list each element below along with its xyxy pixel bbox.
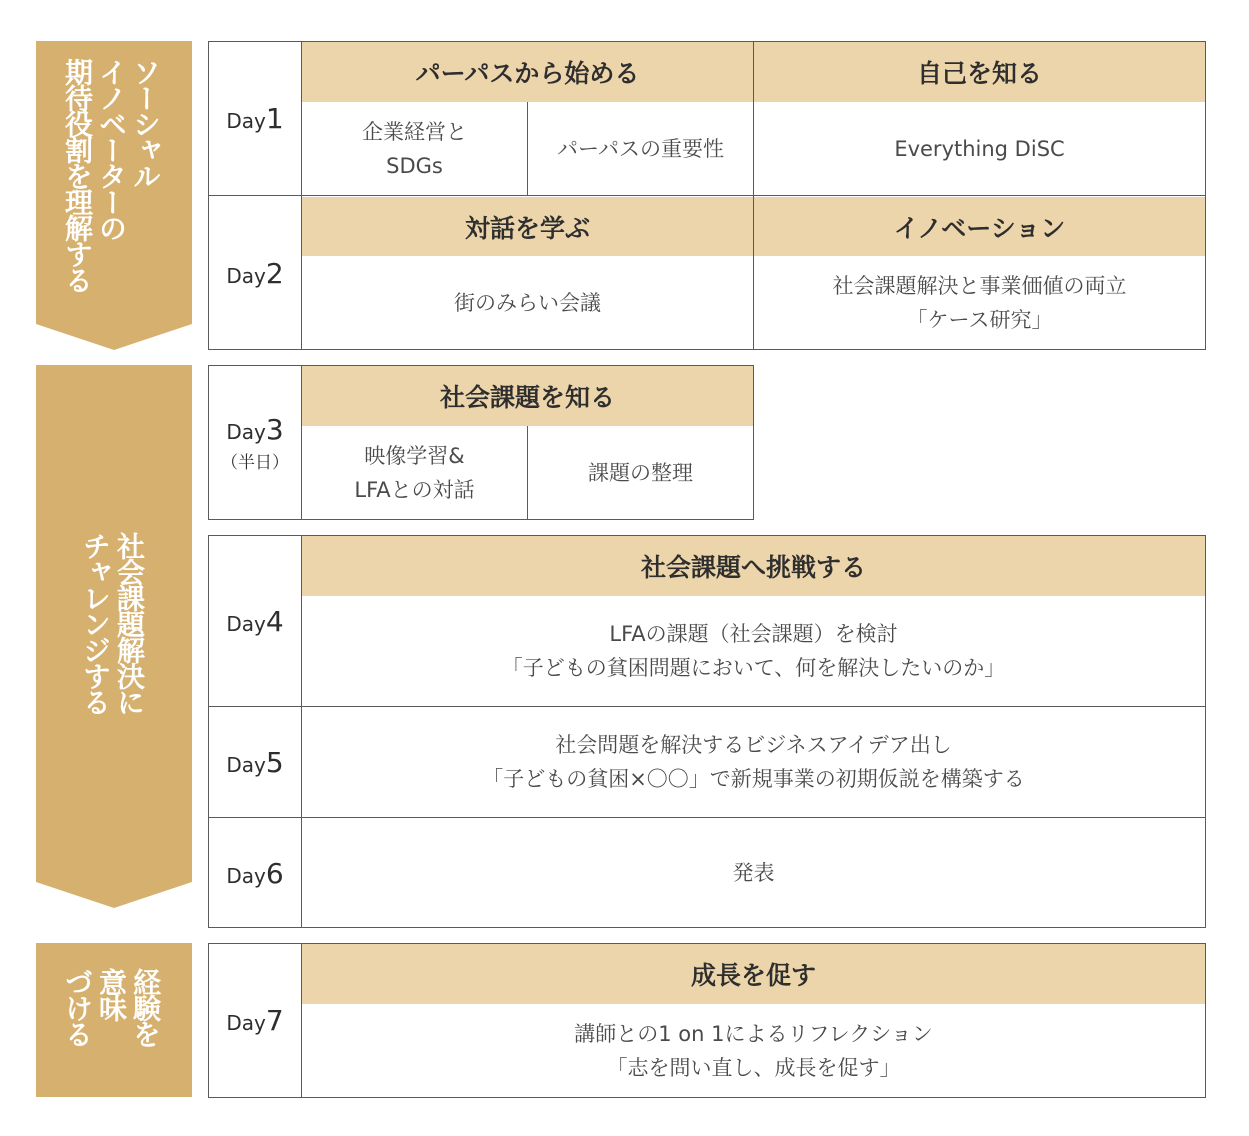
video-learning-cell: 映像学習& LFAとの対話 [354,443,475,502]
day6-label: Day6 [226,856,284,890]
purpose-header: パーパスから始める [302,42,753,102]
presentation-cell: 発表 [732,861,775,885]
business-idea-cell: 社会問題を解決するビジネスアイデア出し 「子どもの貧困×〇〇」で新規事業の初期仮説を構築する [482,733,1025,791]
day1-label: Day1 [226,101,284,135]
challenge-header: 社会課題へ挑戦する [302,536,1205,596]
phase-2-label: 社会課題解決に チャレンジする [79,532,146,714]
self-header: 自己を知る [754,42,1205,102]
day7-label: Day7 [226,1004,284,1037]
issue-organizing-cell: 課題の整理 [588,460,693,485]
day3-label: Day3 （半日） [221,412,289,473]
phase-1-label: ソーシャル イノベーターの 期待役割を理解する [61,58,162,292]
day4-label: Day4 [226,604,284,638]
reflection-cell: 講師との1 on 1によるリフレクション 「志を問い直し、成長を促す」 [574,1021,933,1080]
dialogue-header: 対話を学ぶ [302,197,753,256]
town-future-meeting-cell: 街のみらい会議 [454,290,601,315]
sdgs-cell: 企業経営と SDGs [362,119,467,178]
innovation-header: イノベーション [754,197,1205,256]
know-social-issues-header: 社会課題を知る [302,366,753,426]
day2-label: Day2 [226,256,284,290]
purpose-importance-cell: パーパスの重要性 [557,136,724,161]
phase-3-label: 経験を 意味 づける [61,968,162,1046]
day5-label: Day5 [226,745,284,779]
lfa-issue-cell: LFAの課題（社会課題）を検討 「子どもの貧困問題において、何を解決したいのか」 [501,622,1006,680]
case-study-cell: 社会課題解決と事業価値の両立 「ケース研究」 [832,273,1127,332]
everything-disc-cell: Everything DiSC [894,136,1065,161]
growth-header: 成長を促す [302,944,1205,1004]
